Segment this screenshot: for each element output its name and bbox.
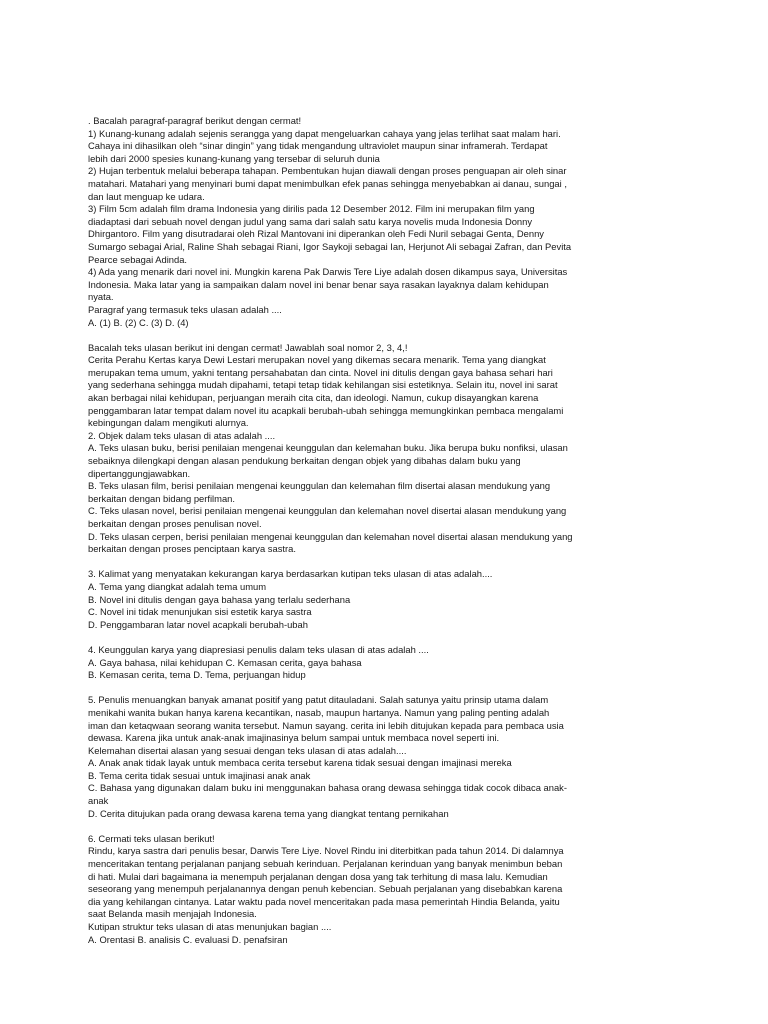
- question-text: 6. Cermati teks ulasan berikut!: [88, 832, 215, 844]
- text-line: berkaitan dengan proses penciptaan karya sastra.: [88, 543, 296, 555]
- question-text: 4. Keunggulan karya yang diapresiasi penulis dalam teks ulasan di atas adalah ....: [88, 643, 429, 655]
- text-line: saat Belanda masih menjajah Indonesia.: [88, 908, 257, 920]
- text-line: Cahaya ini dihasilkan oleh “sinar dingin” yang tidak mengandung ultraviolet maupun sinar inframerah. Terdapat: [88, 140, 548, 152]
- text-line: lebih dari 2000 spesies kunang-kunang yang tersebar di seluruh dunia: [88, 152, 380, 164]
- text-line: C. Teks ulasan novel, berisi penilaian mengenai keunggulan dan kelemahan novel disertai alasan mendukung yang: [88, 505, 567, 517]
- paragraph-gap: [88, 631, 708, 644]
- answer-option: A. Gaya bahasa, nilai kehidupan C. Kemasan cerita, gaya bahasa: [88, 656, 362, 668]
- text-line: menikahi wanita bukan hanya karena kecantikan, nasab, maupun hartanya. Namun yang paling penting adalah: [88, 706, 550, 718]
- section-question-3: [88, 568, 708, 631]
- section-question-5: [88, 694, 708, 820]
- document-body: [88, 115, 708, 946]
- text-line: akan berbagai nilai kehidupan, perjuangan meraih cita cita, dan ideologi. Namun, cukup disayangkan karena: [88, 392, 539, 404]
- text-line: 2. Objek dalam teks ulasan di atas adalah ....: [88, 429, 276, 441]
- text-line: dia yang kehilangan cintanya. Latar waktu pada novel menceritakan pada masa pemerintah Hindia Belanda, yaitu: [88, 895, 560, 907]
- text-line: Cerita Perahu Kertas karya Dewi Lestari merupakan novel yang dikemas secara menarik. Tema yang diangkat: [88, 354, 546, 366]
- section-question-4: [88, 644, 708, 682]
- text-line: sebaiknya dilengkapi dengan alasan pendukung berkaitan dengan objek yang dibahas dalam buku yang: [88, 455, 521, 467]
- text-line: Bacalah teks ulasan berikut ini dengan cermat! Jawablah soal nomor 2, 3, 4,!: [88, 341, 408, 353]
- question-text: Kelemahan disertai alasan yang sesuai dengan teks ulasan di atas adalah....: [88, 744, 407, 756]
- section-review-questions-2: [88, 342, 708, 556]
- paragraph-gap: [88, 556, 708, 569]
- answer-option: anak: [88, 795, 109, 807]
- answer-option: A. Anak anak tidak layak untuk membaca cerita tersebut karena tidak sesuai dengan imajinasi mereka: [88, 757, 512, 769]
- text-line: . Bacalah paragraf-paragraf berikut dengan cermat!: [88, 115, 302, 126]
- question-text: Kutipan struktur teks ulasan di atas menunjukan bagian ....: [88, 921, 332, 932]
- text-line: nyata.: [88, 291, 114, 303]
- answer-options: A. (1) B. (2) C. (3) D. (4): [88, 316, 189, 328]
- text-line: dan laut menguap ke udara.: [88, 190, 205, 202]
- answer-option: B. Kemasan cerita, tema D. Tema, perjuangan hidup: [88, 669, 306, 681]
- answer-option: A. Tema yang diangkat adalah tema umum: [88, 580, 267, 592]
- section-paragraph-question-1: [88, 115, 708, 329]
- text-line: D. Teks ulasan cerpen, berisi penilaian mengenai keunggulan dan kelemahan novel disertai alasan mendukung yang: [88, 530, 573, 542]
- text-line: Rindu, karya sastra dari penulis besar, Darwis Tere Liye. Novel Rindu ini diterbitkan pada tahun 2014. Di dalamnya: [88, 845, 564, 857]
- answer-option: B. Novel ini ditulis dengan gaya bahasa yang terlalu sederhana: [88, 593, 351, 605]
- text-line: dewasa. Karena jika untuk anak-anak imajinasinya belum sampai untuk membaca novel seperti ini.: [88, 732, 500, 744]
- text-line: di hati. Mulai dari bagaimana ia menempuh perjalanan dengan dosa yang tak terhitung di masa lalu. Kemudian: [88, 870, 548, 882]
- paragraph-gap: [88, 820, 708, 833]
- text-line: seseorang yang menempuh perjalanannya dengan penuh kebencian. Sebuah perjalanan yang disebabkan karena: [88, 883, 563, 895]
- text-line: 5. Penulis menuangkan banyak amanat positif yang patut ditauladani. Salah satunya yaitu prinsip utama dalam: [88, 694, 549, 706]
- text-line: B. Teks ulasan film, berisi penilaian mengenai keunggulan dan kelemahan film disertai alasan mendukung yang: [88, 480, 551, 492]
- text-line: berkaitan dengan bidang perfilman.: [88, 492, 235, 504]
- text-line: Sumargo sebagai Arial, Raline Shah sebagai Riani, Igor Saykoji sebagai Ian, Herjunot Ali sebagai Zafran, dan Pevita: [88, 240, 572, 252]
- text-line: Pearce sebagai Adinda.: [88, 253, 188, 265]
- text-line: berkaitan dengan proses penulisan novel.: [88, 518, 262, 529]
- text-line: Indonesia. Maka latar yang ia sampaikan dalam novel ini benar benar saya rasakan layaknya dalam kehidupan: [88, 278, 549, 290]
- answer-option: B. Tema cerita tidak sesuai untuk imajinasi anak anak: [88, 769, 311, 781]
- answer-option: C. Bahasa yang digunakan dalam buku ini menggunakan bahasa orang dewasa sehingga tidak cocok dibaca anak-: [88, 782, 567, 794]
- text-line: diadaptasi dari sebuah novel dengan judul yang sama dari salah satu karya novelis muda Indonesia Donny: [88, 215, 533, 227]
- text-line: matahari. Matahari yang menyinari bumi dapat menimbulkan efek panas sehingga menyebabkan ai danau, sungai ,: [88, 177, 567, 189]
- answer-option: D. Cerita ditujukan pada orang dewasa karena tema yang diangkat tentang pernikahan: [88, 807, 449, 819]
- text-line: yang sederhana sehingga mudah dipahami, tetapi tetap tidak kehilangan sisi estetiknya. Selain itu, novel ini sarat: [88, 379, 558, 391]
- text-line: Paragraf yang termasuk teks ulasan adalah ....: [88, 303, 282, 315]
- text-line: 1) Kunang-kunang adalah sejenis serangga yang dapat mengeluarkan cahaya yang jelas terlihat saat malam hari.: [88, 127, 561, 139]
- answer-options: A. Orentasi B. analisis C. evaluasi D. penafsiran: [88, 933, 288, 945]
- text-line: kebingungan dalam mengikuti alurnya.: [88, 417, 249, 429]
- text-line: A. Teks ulasan buku, berisi penilaian mengenai keunggulan dan kelemahan buku. Jika berupa buku nonfiksi, ulasan: [88, 442, 568, 454]
- paragraph-gap: [88, 682, 708, 695]
- paragraph-gap: [88, 329, 708, 342]
- text-line: penggambaran latar tempat dalam novel itu acapkali berubah-ubah sehingga memungkinkan pembaca mengalami: [88, 404, 564, 416]
- text-line: 4) Ada yang menarik dari novel ini. Mungkin karena Pak Darwis Tere Liye adalah dosen dikampus saya, Universitas: [88, 266, 568, 278]
- text-line: iman dan ketaqwaan seorang wanita tersebut. Namun sayang. cerita ini lebih ditujukan kepada para pembaca usia: [88, 719, 564, 731]
- question-text: 3. Kalimat yang menyatakan kekurangan karya berdasarkan kutipan teks ulasan di atas adalah....: [88, 568, 493, 580]
- text-line: menceritakan tentang perjalanan panjang sebuah kerinduan. Perjalanan kerinduan yang banyak menimbun beban: [88, 858, 563, 870]
- section-question-6: [88, 833, 708, 946]
- text-line: 3) Film 5cm adalah film drama Indonesia yang dirilis pada 12 Desember 2012. Film ini merupakan film yang: [88, 203, 535, 215]
- text-line: dipertanggungjawabkan.: [88, 467, 191, 479]
- text-line: 2) Hujan terbentuk melalui beberapa tahapan. Pembentukan hujan diawali dengan proses penguapan air oleh sinar: [88, 165, 567, 177]
- text-line: merupakan tema umum, yakni tentang persahabatan dan cinta. Novel ini ditulis dengan gaya bahasa sehari hari: [88, 366, 553, 378]
- text-line: Dhirgantoro. Film yang disutradarai oleh Rizal Mantovani ini diperankan oleh Fedi Nuril sebagai Genta, Denny: [88, 228, 544, 240]
- answer-option: D. Penggambaran latar novel acapkali berubah-ubah: [88, 618, 308, 630]
- answer-option: C. Novel ini tidak menunjukan sisi estetik karya sastra: [88, 606, 312, 618]
